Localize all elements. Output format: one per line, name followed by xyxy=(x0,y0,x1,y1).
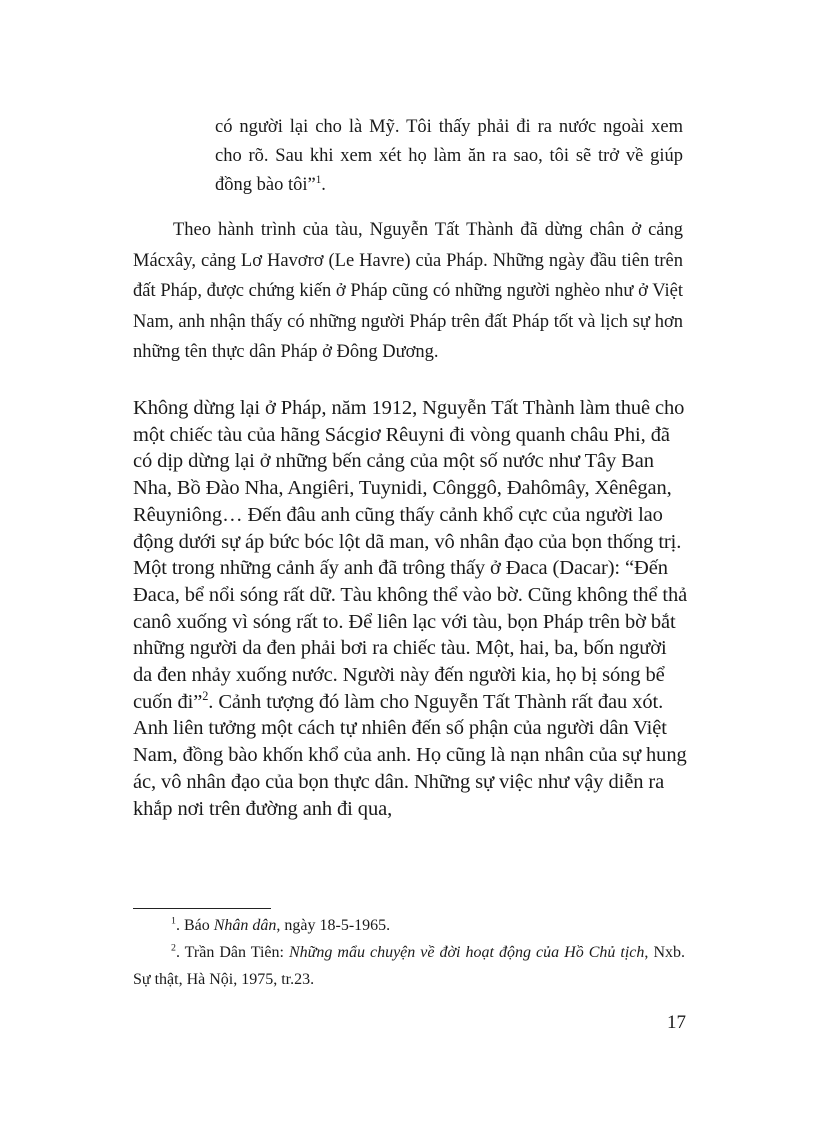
body-paragraph-1 xyxy=(133,215,683,368)
body-paragraph-2 xyxy=(133,395,689,822)
footnote-2 xyxy=(133,939,685,993)
footnote-ref-1: 1 xyxy=(315,173,322,186)
footnotes xyxy=(133,912,685,993)
page-number: 17 xyxy=(667,1012,686,1033)
quote-text: có người lại cho là Mỹ. Tôi thấy phải đi ra nước ngoài xem cho rõ. Sau khi xem xét họ làm ăn ra sao, tôi sẽ trở về giúp đồng bào tôi” xyxy=(215,117,683,195)
footnote-1-prefix: . Báo xyxy=(175,917,214,934)
footnote-ref-2: 2 xyxy=(202,688,209,703)
footnote-2-suffix: , Nxb. Sự thật, Hà Nội, 1975, tr.23. xyxy=(133,944,685,988)
paragraph-2-text-b: . Cảnh tượng đó làm cho Nguyễn Tất Thành rất đau xót. Anh liên tưởng một cách tự nhiên đến số phận của người dân Việt Nam, đồng bào khốn khổ của anh. Họ cũng là nạn nhân của sự hung ác, vô nhân đạo của bọn thực dân. Những sự việc như vậy diễn ra khắp nơi trên đường anh đi qua, xyxy=(133,690,687,820)
footnote-divider xyxy=(133,908,271,909)
footnote-2-title: Những mẩu chuyện về đời hoạt động của Hồ Chủ tịch xyxy=(288,944,645,961)
block-quote: có người lại cho là Mỹ. Tôi thấy phải đi ra nước ngoài xem cho rõ. Sau khi xem xét họ làm ăn ra sao, tôi sẽ trở về giúp đồng bào tôi”$^1$. xyxy=(215,117,683,195)
paragraph-1-text: Theo hành trình của tàu, Nguyễn Tất Thành đã dừng chân ở cảng Mácxây, cảng Lơ Havơrơ (Le Havre) của Pháp. Những ngày đầu tiên trên đất Pháp, được chứng kiến ở Pháp cũng có những người nghèo như ở Việt Nam, anh nhận thấy có những người Pháp trên đất Pháp tốt và lịch sự hơn những tên thực dân Pháp ở Đông Dương. xyxy=(133,220,683,362)
footnote-1-suffix: , ngày 18-5-1965. xyxy=(276,917,391,934)
footnote-1-number: 1 xyxy=(171,915,176,927)
footnote-1 xyxy=(133,912,685,939)
footnote-2-number: 2 xyxy=(171,942,176,954)
footnote-2-prefix: . Trần Dân Tiên: xyxy=(175,944,289,961)
footnote-1-title: Nhân dân xyxy=(213,917,277,934)
paragraph-2-text-a: Không dừng lại ở Pháp, năm 1912, Nguyễn Tất Thành làm thuê cho một chiếc tàu của hãng Sácgiơ Rêuyni đi vòng quanh châu Phi, đã có dịp dừng lại ở những bến cảng của một số nước như Tây Ban Nha, Bồ Đào Nha, Angiêri, Tuynidi, Cônggô, Đahômây, Xênêgan, Rêuyniông… Đến đâu anh cũng thấy cảnh khổ cực của người lao động dưới sự áp bức bóc lột dã man, vô nhân đạo của bọn thống trị. Một trong những cảnh ấy anh đã trông thấy ở Đaca (Dacar): “Đến Đaca, bể nổi sóng rất dữ. Tàu không thể vào bờ. Cũng không thể thả canô xuống vì sóng rất to. Để liên lạc với tàu, bọn Pháp trên bờ bắt những người da đen phải bơi ra chiếc tàu. Một, hai, ba, bốn người da đen nhảy xuống nước. Người này đến người kia, họ bị sóng bể cuốn đi” xyxy=(133,397,688,713)
